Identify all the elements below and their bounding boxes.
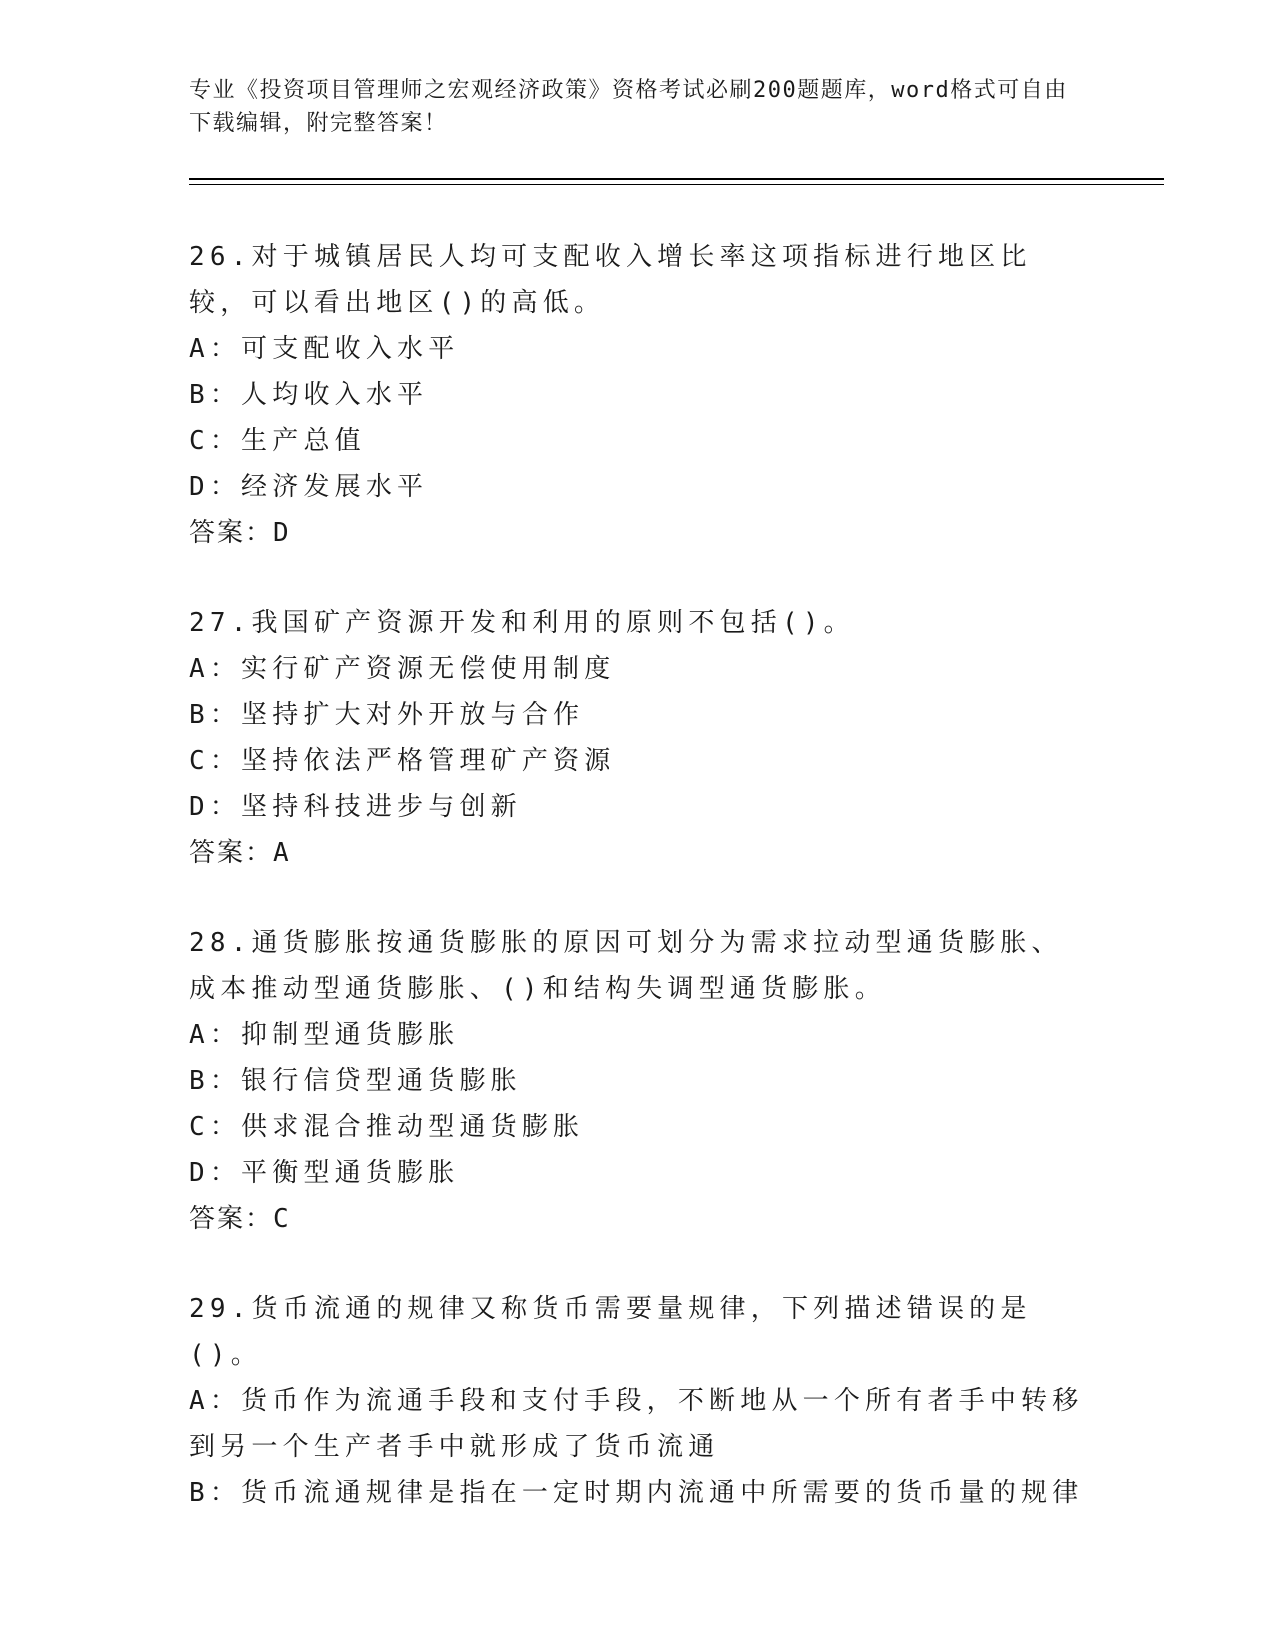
option-b: B：坚持扩大对外开放与合作 [189, 700, 585, 730]
answer-value: D [273, 518, 291, 548]
header-divider-thin [189, 184, 1164, 185]
answer-line [189, 510, 1089, 556]
option-d: D：经济发展水平 [189, 472, 429, 502]
option-d: D：平衡型通货膨胀 [189, 1158, 460, 1188]
answer-line [189, 1196, 1089, 1242]
option-a: A：实行矿产资源无偿使用制度 [189, 654, 616, 684]
option-a: A：可支配收入水平 [189, 334, 460, 364]
answer-label: 答案： [189, 838, 274, 868]
option-b: B：货币流通规律是指在一定时期内流通中所需要的货币量的规律 [189, 1478, 1084, 1508]
question-27 [189, 600, 1089, 876]
question-29 [189, 1286, 1089, 1516]
answer-value: C [273, 1204, 291, 1234]
answer-label: 答案： [189, 1204, 274, 1234]
option-a: A：货币作为流通手段和支付手段，不断地从一个所有者手中转移到另一个生产者手中就形成了货币流通 [189, 1386, 1084, 1462]
option-c: C：供求混合推动型通货膨胀 [189, 1112, 585, 1142]
question-stem: 28.通货膨胀按通货膨胀的原因可划分为需求拉动型通货膨胀、成本推动型通货膨胀、()和结构失调型通货膨胀。 [189, 928, 1063, 1004]
answer-line [189, 830, 1089, 876]
option-a: A：抑制型通货膨胀 [189, 1020, 460, 1050]
question-28 [189, 920, 1089, 1242]
option-d: D：坚持科技进步与创新 [189, 792, 522, 822]
question-stem: 26.对于城镇居民人均可支配收入增长率这项指标进行地区比较，可以看出地区()的高低。 [189, 242, 1032, 318]
question-stem: 29.货币流通的规律又称货币需要量规律，下列描述错误的是()。 [189, 1294, 1032, 1370]
question-26 [189, 234, 1089, 556]
question-list [189, 234, 1089, 1560]
option-c: C：坚持依法严格管理矿产资源 [189, 746, 616, 776]
answer-label: 答案： [189, 518, 274, 548]
header-divider-thick [189, 178, 1164, 180]
option-b: B：银行信贷型通货膨胀 [189, 1066, 522, 1096]
question-stem: 27.我国矿产资源开发和利用的原则不包括()。 [189, 608, 855, 638]
option-c: C：生产总值 [189, 426, 366, 456]
document-header: 专业《投资项目管理师之宏观经济政策》资格考试必刷200题题库，word格式可自由下载编辑，附完整答案！ [189, 78, 1068, 136]
answer-value: A [273, 838, 291, 868]
option-b: B：人均收入水平 [189, 380, 429, 410]
